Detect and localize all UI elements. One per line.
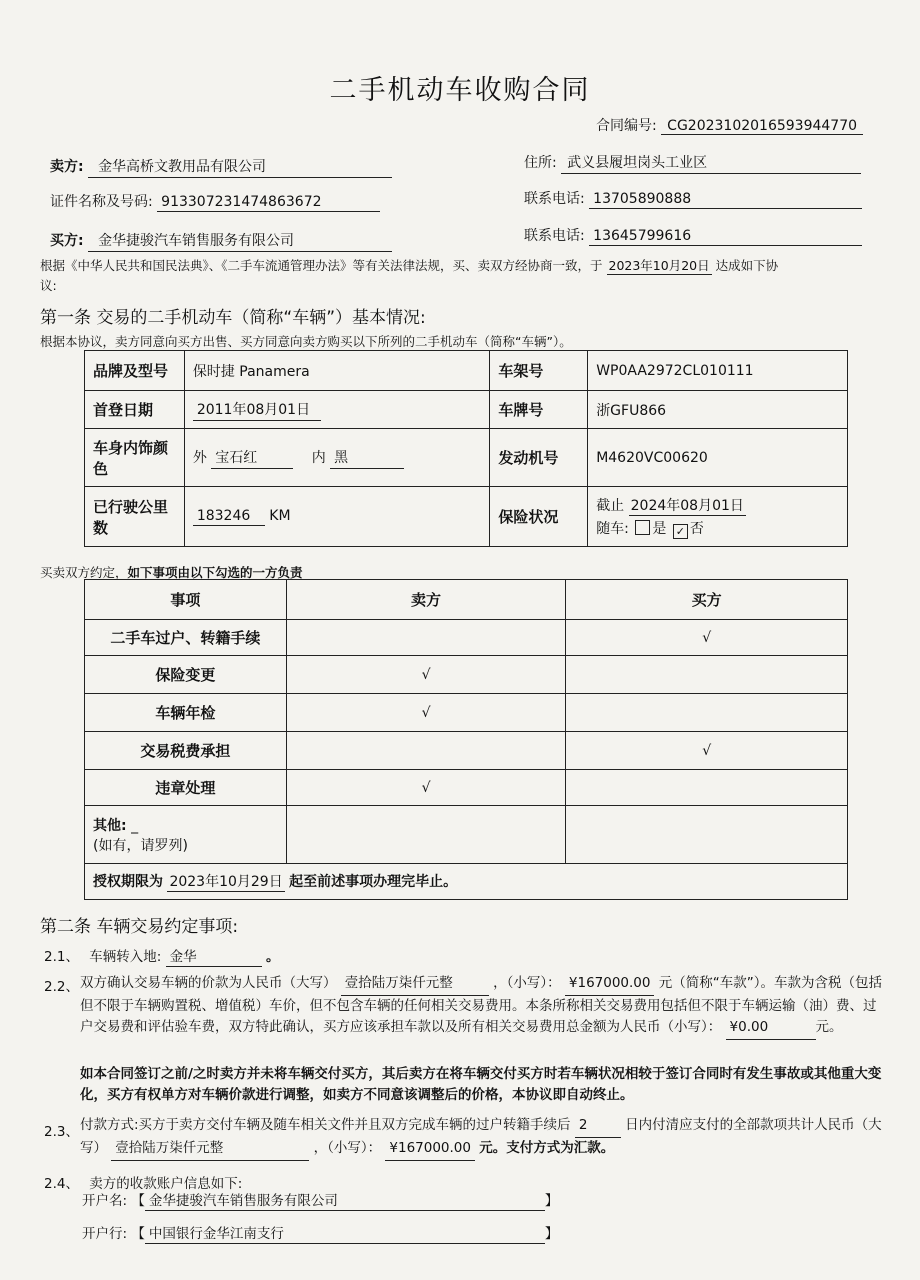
contract-number-row (596, 115, 863, 135)
section-2-2-bold: 如本合同签订之前/之时卖方并未将车辆交付买方，其后卖方在将车辆交付买方时若车辆状况相较于签订合同时有发生事故或其他重大变化，买方有权单方对车辆价款进行调整，如卖方不同意该调整后的价格，本协议即自动终止。 (80, 1066, 882, 1103)
price-upper: 壹拾陆万柒仟元整 (341, 973, 489, 996)
page-title: 二手机动车收购合同 (329, 75, 591, 106)
row-buyer-check (566, 656, 848, 694)
mileage-label: 已行驶公里数 (85, 487, 185, 547)
table-row-other (85, 806, 848, 864)
account-name-label: 开户名: (82, 1193, 128, 1209)
mileage-unit: KM (269, 507, 291, 524)
other-value: _ (131, 817, 139, 834)
section-2-1-label: 车辆转入地: (89, 949, 162, 965)
color-label: 车身内饰颜色 (85, 429, 185, 487)
other-cell (85, 806, 287, 864)
inner-color-prefix: 内 (311, 449, 326, 466)
bracket-left: 【 (131, 1193, 145, 1209)
insurance-date: 2024年08月01日 (629, 495, 746, 516)
seller-row (50, 156, 392, 178)
intro-text: 根据《中华人民共和国民法典》、《二手车流通管理办法》等有关法律法规，买、卖双方经协商一致，于 (40, 258, 603, 273)
bank-label: 开户行: (82, 1226, 128, 1242)
section-2-1 (44, 945, 279, 967)
responsibility-table (84, 579, 848, 900)
address-row (524, 152, 861, 174)
id-label: 证件名称及号码: (50, 194, 153, 210)
contract-number-label: 合同编号: (596, 118, 657, 134)
price-lower: ¥167000.00 (565, 973, 655, 996)
header-item: 事项 (85, 580, 287, 620)
other-label: 其他: (93, 817, 127, 834)
engine-value: M4620VC00620 (588, 429, 848, 487)
payment-text-c: ，（小写）： (313, 1140, 382, 1156)
plate-value: 浙GFU866 (588, 391, 848, 429)
sign-date: 2023年10月20日 (608, 258, 710, 273)
payment-text: 付款方式:买方于卖方交付车辆及随车相关文件并且双方完成车辆的过户转籍手续后 (80, 1117, 571, 1133)
buyer-phone-row (524, 225, 862, 246)
table-row (85, 620, 848, 656)
deadline-cell (85, 864, 848, 900)
bank-row (82, 1222, 558, 1244)
price-text-d: 元。 (815, 1019, 843, 1035)
yes-label: 是 (652, 520, 667, 537)
buyer-row (50, 230, 392, 252)
no-label: 否 (689, 520, 704, 537)
section-2-3-no: 2.3、 (44, 1124, 79, 1140)
plate-label: 车牌号 (490, 391, 588, 429)
contract-number-value: CG2023102016593944770 (661, 118, 863, 135)
row-seller-check: √ (286, 656, 566, 694)
row-item: 车辆年检 (85, 694, 287, 732)
row-buyer-check (566, 770, 848, 806)
outer-color-prefix: 外 (192, 449, 207, 466)
id-row (50, 191, 380, 212)
row-buyer-check: √ (566, 732, 848, 770)
mileage-value: 183246 (193, 508, 265, 526)
yes-checkbox[interactable] (635, 520, 650, 535)
payment-lower: ¥167000.00 (385, 1138, 475, 1161)
other-buyer (566, 806, 848, 864)
row-seller-check (286, 620, 566, 656)
section-2-2 (80, 973, 885, 1040)
table-row (85, 656, 848, 694)
vehicle-table (84, 350, 848, 547)
bracket-right: 】 (544, 1193, 559, 1209)
bracket-left: 【 (131, 1226, 145, 1242)
account-name-value: 金华捷骏汽车销售服务有限公司 (145, 1189, 545, 1211)
payment-upper: 壹拾陆万柒仟元整 (111, 1138, 309, 1161)
bank-value: 中国银行金华江南支行 (145, 1222, 545, 1244)
reg-date-label: 首登日期 (85, 391, 185, 429)
section-2-4-label: 卖方的收款账户信息如下: (89, 1176, 243, 1192)
engine-label: 发动机号 (490, 429, 588, 487)
inner-color-value: 黑 (330, 447, 404, 469)
section-2-3 (80, 1115, 885, 1161)
vin-value: WP0AA2972CL010111 (588, 351, 848, 391)
article-1-desc: 根据本协议，卖方同意向买方出售、买方同意向卖方购买以下所列的二手机动车（简称“车辆”）。 (40, 334, 572, 349)
seller-label: 卖方: (50, 159, 84, 175)
table-row (85, 694, 848, 732)
header-buyer: 买方 (566, 580, 848, 620)
buyer-phone-value: 13645799616 (589, 228, 862, 246)
other-note: (如有，请罗列) (93, 837, 188, 854)
row-seller-check: √ (286, 694, 566, 732)
insurance-label: 保险状况 (490, 487, 588, 547)
with-car-label: 随车: (596, 520, 629, 537)
outer-color-value: 宝石红 (211, 447, 293, 469)
no-checkbox[interactable]: ✓ (673, 524, 688, 539)
table-row (85, 770, 848, 806)
brand-value: 保时捷 Panamera (184, 351, 490, 391)
other-seller (286, 806, 566, 864)
intro-text-end: 达成如下协 (715, 258, 779, 273)
deadline-suffix: 起至前述事项办理完毕止。 (289, 874, 458, 890)
section-2-2-no: 2.2、 (44, 979, 79, 995)
row-seller-check (286, 732, 566, 770)
account-name-row (82, 1189, 558, 1211)
intro-line (40, 256, 778, 275)
article-2-title: 第二条 车辆交易约定事项: (40, 917, 239, 937)
deadline-date: 2023年10月29日 (167, 871, 284, 892)
section-2-4-no: 2.4、 (44, 1176, 79, 1192)
section-2-1-end: 。 (265, 949, 280, 965)
id-value: 913307231474863672 (157, 194, 380, 212)
section-2-1-no: 2.1、 (44, 949, 79, 965)
header-seller: 卖方 (286, 580, 566, 620)
price-text-b: ，（小写）： (493, 975, 561, 991)
payment-days: 2 (575, 1115, 621, 1138)
row-item: 交易税费承担 (85, 732, 287, 770)
resp-intro-b: 如下事项由以下勾选的一方负责 (127, 565, 303, 580)
seller-phone-value: 13705890888 (589, 191, 862, 209)
address-value: 武义县履坦岗头工业区 (561, 152, 861, 174)
resp-intro-a: 买卖双方约定， (40, 565, 128, 580)
payment-text-b: 日内付清应支付的全部款项共计人民币（大写） (80, 1117, 882, 1156)
row-item: 二手车过户、转籍手续 (85, 620, 287, 656)
destination-value: 金华 (166, 945, 262, 967)
brand-label: 品牌及型号 (85, 351, 185, 391)
bracket-right: 】 (544, 1226, 559, 1242)
row-buyer-check: √ (566, 620, 848, 656)
address-label: 住所: (524, 155, 557, 171)
row-buyer-check (566, 694, 848, 732)
reg-date-value: 2011年08月01日 (193, 399, 321, 421)
table-row (85, 732, 848, 770)
seller-phone-row (524, 188, 862, 209)
buyer-name: 金华捷骏汽车销售服务有限公司 (88, 230, 392, 252)
row-item: 违章处理 (85, 770, 287, 806)
article-1-title: 第一条 交易的二手机动车（简称“车辆”）基本情况: (40, 308, 426, 328)
deadline-label: 授权期限为 (93, 874, 163, 890)
fee-value: ¥0.00 (726, 1017, 816, 1040)
insurance-prefix: 截止 (596, 497, 625, 514)
payment-text-d: 元。支付方式为汇款。 (479, 1140, 615, 1156)
row-seller-check: √ (286, 770, 566, 806)
buyer-phone-label: 联系电话: (524, 228, 585, 244)
price-text: 双方确认交易车辆的价款为人民币（大写） (80, 975, 337, 991)
price-text-c: 元（简称“车款”）。车款为含税（包括但不限于车辆购置税、增值税）车价，但不包含车辆的任何相关交易费用。本条所称相关交易费用包括但不限于车辆运输（油）费、过户交易费和评估验车费，双方特此确认，买方应该承担车款以及所有相关交易费用总金额为人民币（小写）： (80, 975, 883, 1035)
vin-label: 车架号 (490, 351, 588, 391)
seller-name: 金华高桥文教用品有限公司 (88, 156, 392, 178)
buyer-label: 买方: (50, 233, 84, 249)
seller-phone-label: 联系电话: (524, 191, 585, 207)
intro-line-2: 议: (40, 278, 57, 293)
row-item: 保险变更 (85, 656, 287, 694)
